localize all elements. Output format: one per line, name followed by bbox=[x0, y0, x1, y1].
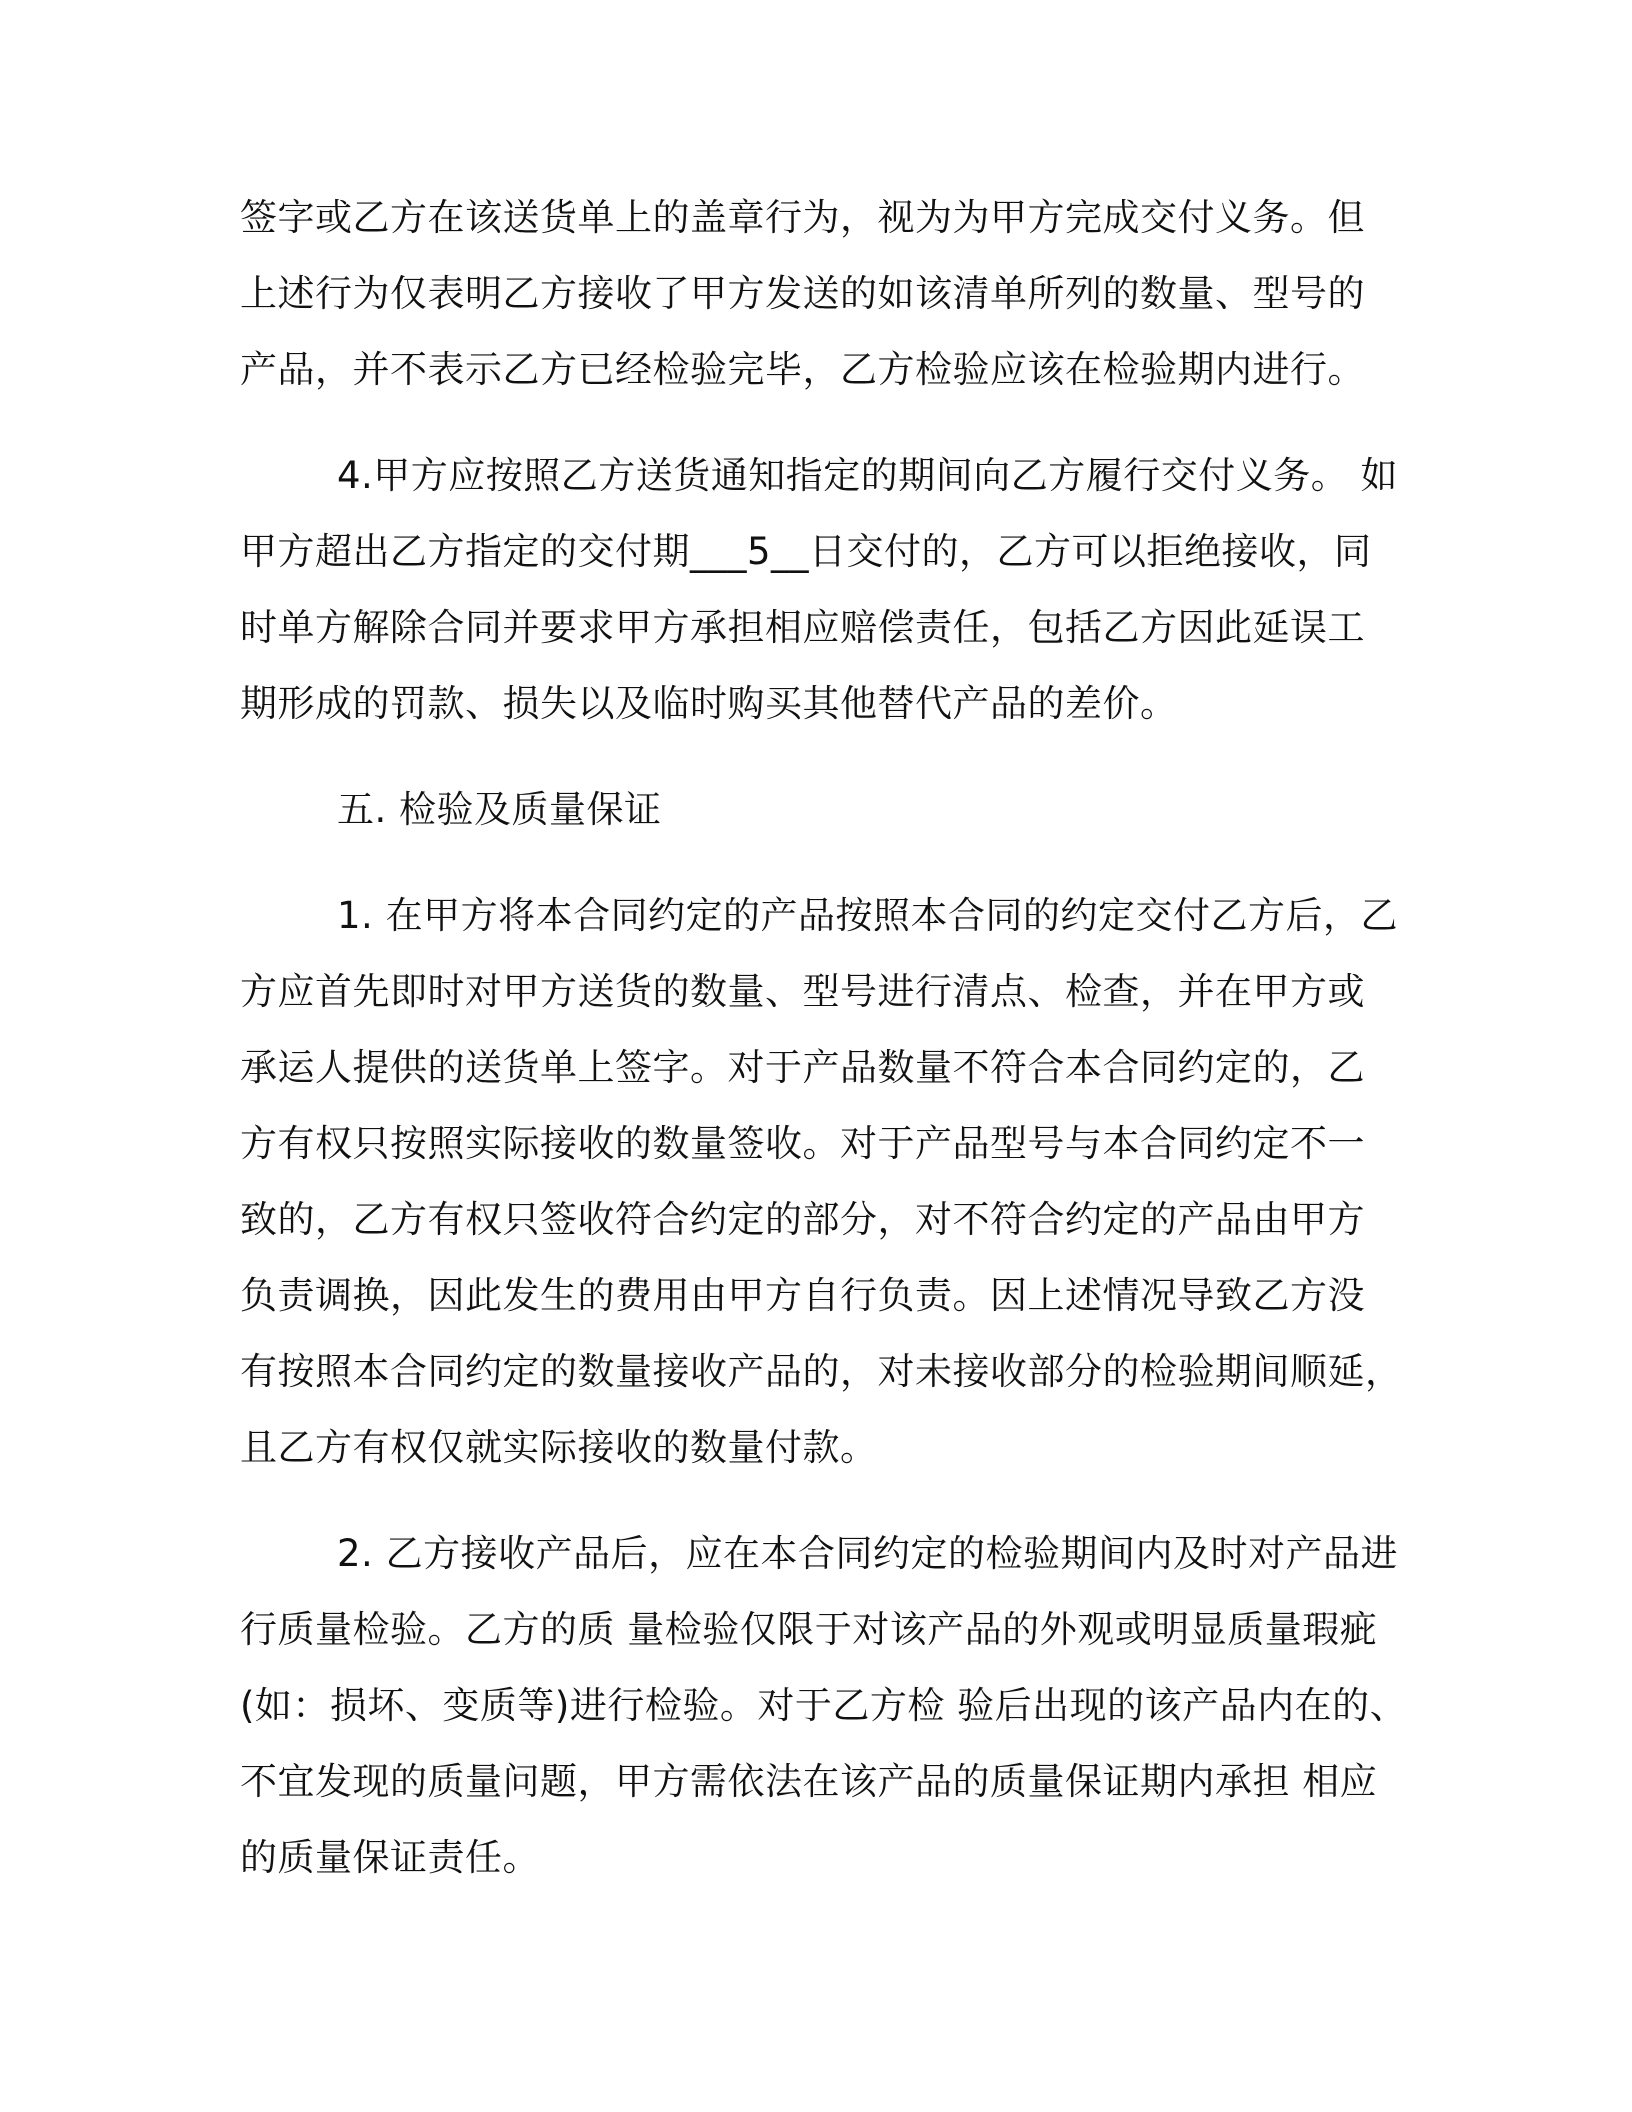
text-line: (如：损坏、变质等)进行检验。对于乙方检 验后出现的该产品内在的、 bbox=[240, 1684, 1408, 1727]
text-line: 产品，并不表示乙方已经检验完毕，乙方检验应该在检验期内进行。 bbox=[240, 348, 1365, 391]
text-line: 时单方解除合同并要求甲方承担相应赔偿责任，包括乙方因此延误工 bbox=[240, 606, 1365, 649]
text-line: 负责调换，因此发生的费用由甲方自行负责。因上述情况导致乙方没 bbox=[240, 1274, 1365, 1317]
text-line: 致的，乙方有权只签收符合约定的部分，对不符合约定的产品由甲方 bbox=[240, 1198, 1365, 1241]
text-line: 期形成的罚款、损失以及临时购买其他替代产品的差价。 bbox=[240, 682, 1178, 725]
text-line: 4.甲方应按照乙方送货通知指定的期间向乙方履行交付义务。 如 bbox=[337, 454, 1399, 497]
text-line: 甲方超出乙方指定的交付期___5__日交付的，乙方可以拒绝接收，同 bbox=[240, 530, 1372, 573]
text-line: 不宜发现的质量问题，甲方需依法在该产品的质量保证期内承担 相应 bbox=[240, 1760, 1378, 1803]
text-line: 行质量检验。乙方的质 量检验仅限于对该产品的外观或明显质量瑕疵 bbox=[240, 1608, 1378, 1651]
text-line: 有按照本合同约定的数量接收产品的，对未接收部分的检验期间顺延， bbox=[240, 1350, 1403, 1393]
text-line: 方应首先即时对甲方送货的数量、型号进行清点、检查，并在甲方或 bbox=[240, 970, 1365, 1013]
section-heading: 五. 检验及质量保证 bbox=[337, 788, 662, 831]
text-line: 2. 乙方接收产品后，应在本合同约定的检验期间内及时对产品进 bbox=[337, 1532, 1399, 1575]
text-line: 的质量保证责任。 bbox=[240, 1836, 540, 1879]
text-line: 且乙方有权仅就实际接收的数量付款。 bbox=[240, 1426, 878, 1469]
text-line: 签字或乙方在该送货单上的盖章行为，视为为甲方完成交付义务。但 bbox=[240, 196, 1365, 239]
text-line: 承运人提供的送货单上签字。对于产品数量不符合本合同约定的，乙 bbox=[240, 1046, 1365, 1089]
text-line: 1. 在甲方将本合同约定的产品按照本合同的约定交付乙方后，乙 bbox=[337, 894, 1399, 937]
text-line: 方有权只按照实际接收的数量签收。对于产品型号与本合同约定不一 bbox=[240, 1122, 1365, 1165]
text-line: 上述行为仅表明乙方接收了甲方发送的如该清单所列的数量、型号的 bbox=[240, 272, 1365, 315]
